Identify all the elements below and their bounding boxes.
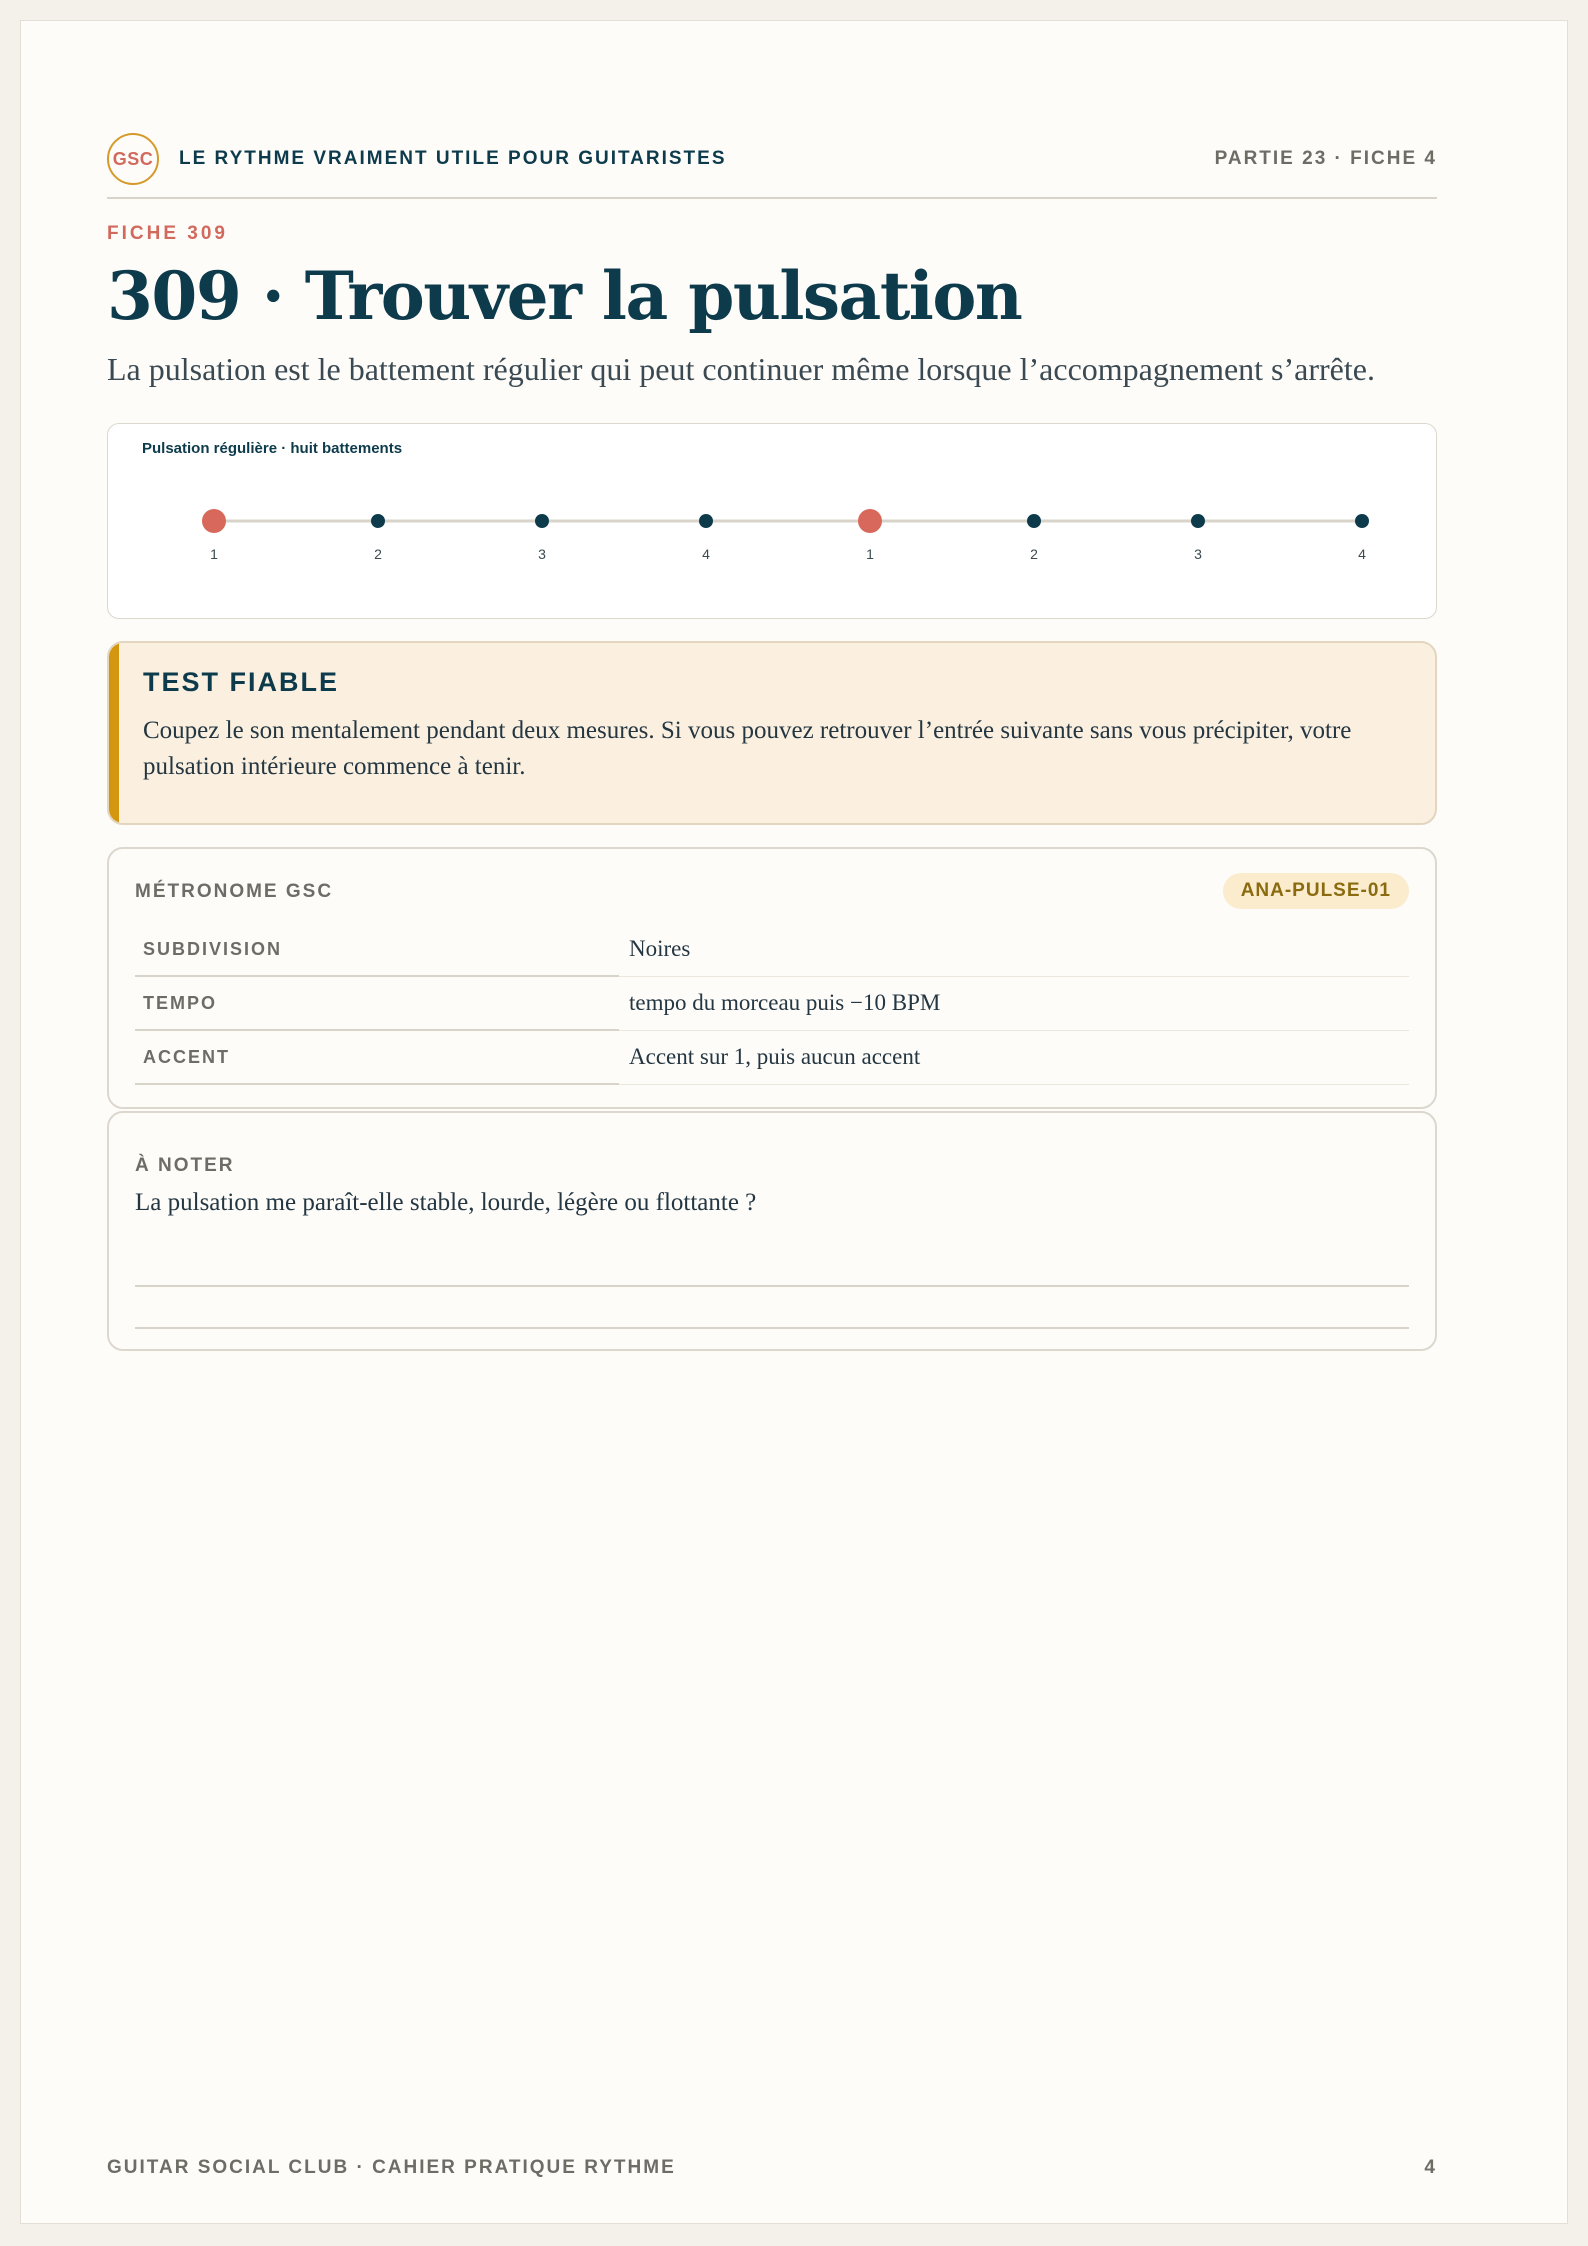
page-number: 4	[1424, 2157, 1437, 2178]
table-row	[135, 976, 1409, 1030]
table-row	[135, 923, 1409, 976]
beat-dot	[535, 514, 549, 528]
notes-title: À NOTER	[135, 1155, 235, 1176]
footer-title: GUITAR SOCIAL CLUB · CAHIER PRATIQUE RYTHME	[107, 2157, 676, 2178]
beat-label: 3	[538, 546, 546, 562]
beat-dot	[699, 514, 713, 528]
chart-title: Pulsation régulière · huit battements	[142, 440, 403, 457]
sheet-kicker: FICHE 309	[107, 223, 228, 244]
lead-paragraph: La pulsation est le battement régulier qui peut continuer même lorsque l’accompagnement s’arrête.	[107, 351, 1375, 387]
table-row	[135, 1030, 1409, 1084]
notes-card	[107, 1111, 1437, 1351]
page-header	[107, 131, 1437, 199]
page-content	[107, 131, 1437, 1351]
setting-key: ACCENT	[135, 1030, 619, 1084]
page-footer	[107, 2157, 1437, 2179]
brand	[107, 133, 727, 185]
reliable-test-callout	[107, 641, 1437, 825]
metronome-settings-table	[135, 923, 1409, 1085]
beat-dot	[1355, 514, 1369, 528]
notes-question: La pulsation me paraît-elle stable, lourde, légère ou flottante ?	[135, 1189, 757, 1216]
series-title: LE RYTHME VRAIMENT UTILE POUR GUITARISTES	[179, 148, 727, 169]
setting-key: TEMPO	[135, 976, 619, 1030]
setting-value: Accent sur 1, puis aucun accent	[619, 1030, 1409, 1084]
gsc-logo: GSC	[107, 133, 159, 185]
beat-label: 4	[702, 546, 710, 562]
part-label: PARTIE 23 · FICHE 4	[1214, 148, 1437, 169]
accented-beat-dot	[858, 509, 882, 533]
callout-accent-bar	[109, 643, 119, 823]
beat-label: 2	[374, 546, 382, 562]
beat-label: 3	[1194, 546, 1202, 562]
metronome-card	[107, 847, 1437, 1109]
metronome-title: MÉTRONOME GSC	[135, 881, 334, 902]
beat-dot	[1191, 514, 1205, 528]
beat-label: 1	[866, 546, 874, 562]
beat-dot	[371, 514, 385, 528]
pulse-chart-card	[107, 423, 1437, 619]
beat-label: 4	[1358, 546, 1366, 562]
setting-value: tempo du morceau puis −10 BPM	[619, 976, 1409, 1030]
callout-title: TEST FIABLE	[143, 667, 339, 697]
beat-dot	[1027, 514, 1041, 528]
beat-label: 1	[210, 546, 218, 562]
writing-line[interactable]	[135, 1327, 1409, 1329]
accented-beat-dot	[202, 509, 226, 533]
page	[20, 20, 1568, 2224]
page-title: 309 · Trouver la pulsation	[107, 257, 1022, 335]
beat-label: 2	[1030, 546, 1038, 562]
writing-line[interactable]	[135, 1285, 1409, 1287]
setting-key: SUBDIVISION	[135, 923, 619, 976]
pulse-beats	[202, 509, 1369, 562]
setting-value: Noires	[619, 923, 1409, 976]
metronome-code-badge: ANA-PULSE-01	[1223, 873, 1409, 909]
pulse-chart	[108, 424, 1438, 618]
callout-text: Coupez le son mentalement pendant deux mesures. Si vous pouvez retrouver l’entrée suivante sans vous précipiter, votre pulsation intérieure commence à tenir.	[143, 717, 1352, 780]
